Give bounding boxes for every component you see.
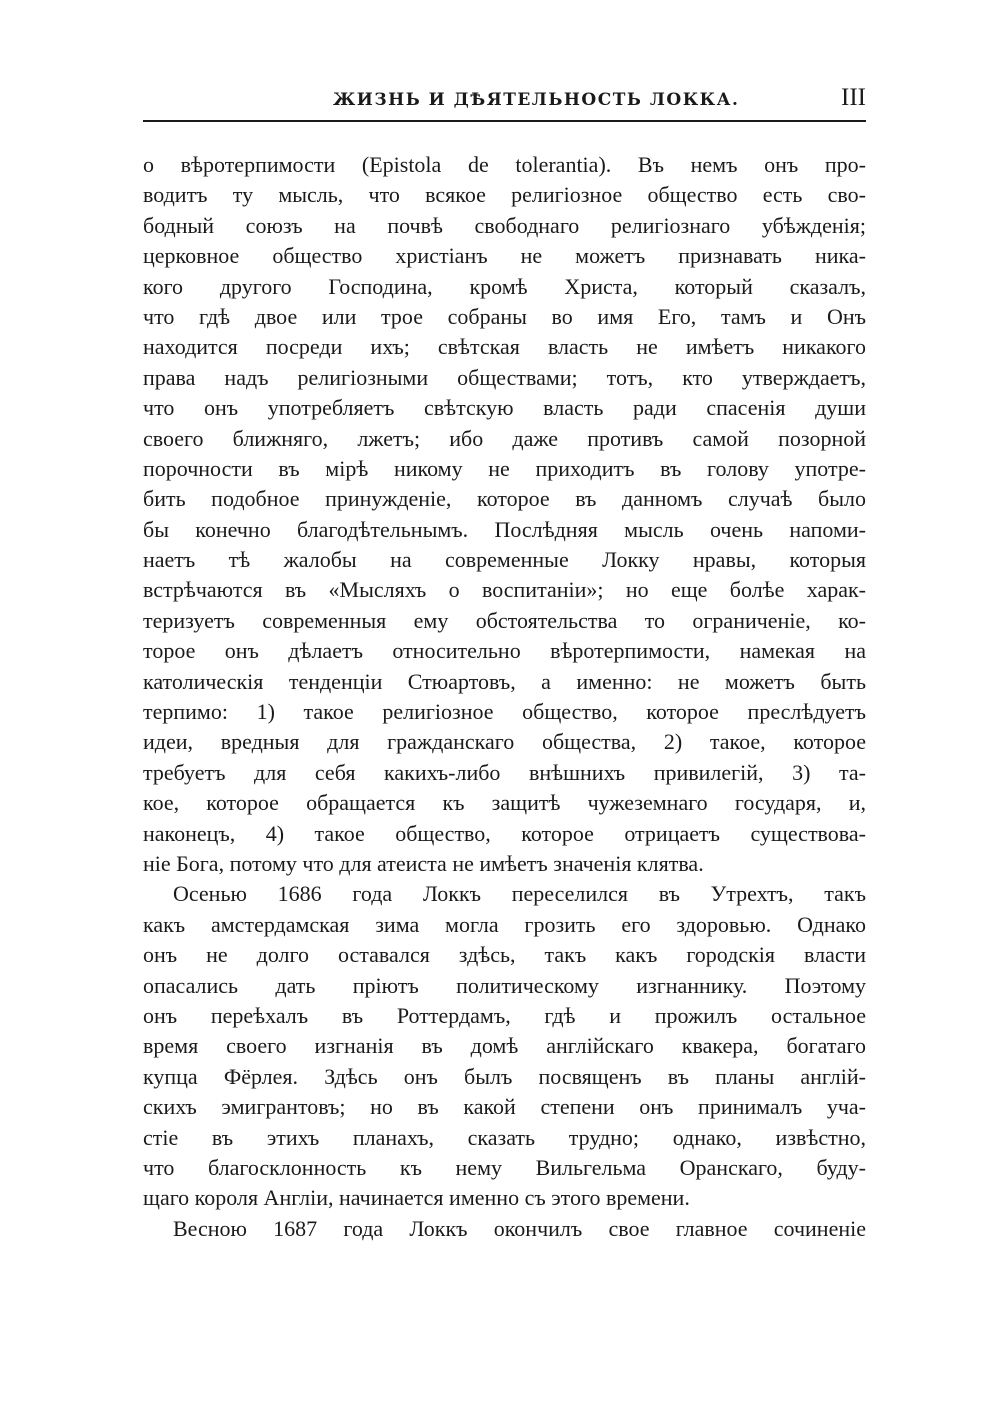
- text-line: что благосклонность къ нему Вильгельма Оранскаго, буду-: [143, 1154, 866, 1180]
- text-line: кого другого Господина, кромѣ Христа, который сказалъ,: [143, 273, 866, 299]
- text-line: торое онъ дѣлаетъ относительно вѣротерпимости, намекая на: [143, 638, 866, 664]
- body-text: [143, 150, 866, 1244]
- paragraph-1: [143, 150, 866, 879]
- text-line: купца Фёрлея. Здѣсь онъ былъ посвященъ въ планы англій-: [143, 1063, 866, 1089]
- text-line: встрѣчаются въ «Мысляхъ о воспитаніи»; но еще болѣе харак-: [143, 577, 866, 603]
- text-line: какъ амстердамская зима могла грозить его здоровью. Однако: [143, 911, 866, 937]
- text-line: требуетъ для себя какихъ-либо внѣшнихъ привилегій, 3) та-: [143, 759, 866, 785]
- text-line: церковное общество христіанъ не можетъ признавать ника-: [143, 243, 866, 269]
- text-line: онъ не долго оставался здѣсь, такъ какъ городскія власти: [143, 942, 866, 968]
- text-line: бодный союзъ на почвѣ свободнаго религіознаго убѣжденія;: [143, 212, 866, 238]
- text-line: стіе въ этихъ планахъ, сказать трудно; однако, извѣстно,: [143, 1124, 866, 1150]
- text-line: ніе Бога, потому что для атеиста не имѣетъ значенія клятва.: [143, 850, 704, 876]
- page-number: III: [841, 84, 866, 111]
- text-line: скихъ эмигрантовъ; но въ какой степени онъ принималъ уча-: [143, 1094, 866, 1120]
- text-line: щаго короля Англіи, начинается именно съ этого времени.: [143, 1185, 690, 1211]
- running-title: ЖИЗНЬ И ДѢЯТЕЛЬНОСТЬ ЛОККА.: [333, 90, 740, 110]
- text-line: права надъ религіозными обществами; тотъ, кто утверждаетъ,: [143, 364, 866, 390]
- text-line: порочности въ мірѣ никому не приходитъ въ голову употре-: [143, 455, 866, 481]
- text-line: терпимо: 1) такое религіозное общество, которое преслѣдуетъ: [143, 699, 866, 725]
- text-line: о вѣротерпимости (Epistola de tolerantia). Въ немъ онъ про-: [143, 152, 866, 177]
- text-line: что онъ употребляетъ свѣтскую власть ради спасенія души: [143, 395, 866, 421]
- paragraph-2: [143, 879, 866, 1213]
- text-line: кое, которое обращается къ защитѣ чужеземнаго государя, и,: [143, 790, 866, 816]
- text-line: теризуетъ современныя ему обстоятельства то ограниченіе, ко-: [143, 607, 866, 633]
- text-line: бить подобное принужденіе, которое въ данномъ случаѣ было: [143, 486, 866, 512]
- text-line: время своего изгнанія въ домѣ англійскаго квакера, богатаго: [143, 1033, 866, 1059]
- text-line: опасались дать пріютъ политическому изгнаннику. Поэтому: [143, 972, 866, 998]
- text-line: Осенью 1686 года Локкъ переселился въ Утрехтъ, такъ: [173, 881, 866, 907]
- header-rule: [143, 120, 866, 122]
- running-head: [143, 84, 866, 124]
- text-line: Весною 1687 года Локкъ окончилъ свое главное сочиненіе: [173, 1215, 866, 1241]
- paragraph-3: [143, 1214, 866, 1244]
- text-line: идеи, вредныя для гражданскаго общества, 2) такое, которое: [143, 729, 866, 755]
- text-line: водитъ ту мысль, что всякое религіозное общество есть сво-: [143, 182, 866, 208]
- text-line: находится посреди ихъ; свѣтская власть не имѣетъ никакого: [143, 334, 866, 360]
- text-line: католическія тенденціи Стюартовъ, а именно: не можетъ быть: [143, 668, 866, 694]
- text-line: что гдѣ двое или трое собраны во имя Его, тамъ и Онъ: [143, 303, 866, 329]
- text-line: своего ближняго, лжетъ; ибо даже противъ самой позорной: [143, 425, 866, 451]
- text-line: наетъ тѣ жалобы на современные Локку нравы, которыя: [143, 547, 866, 573]
- text-line: бы конечно благодѣтельнымъ. Послѣдняя мысль очень напоми-: [143, 516, 866, 542]
- text-line: наконецъ, 4) такое общество, которое отрицаетъ существова-: [143, 820, 866, 846]
- text-line: онъ переѣхалъ въ Роттердамъ, гдѣ и прожилъ остальное: [143, 1002, 866, 1028]
